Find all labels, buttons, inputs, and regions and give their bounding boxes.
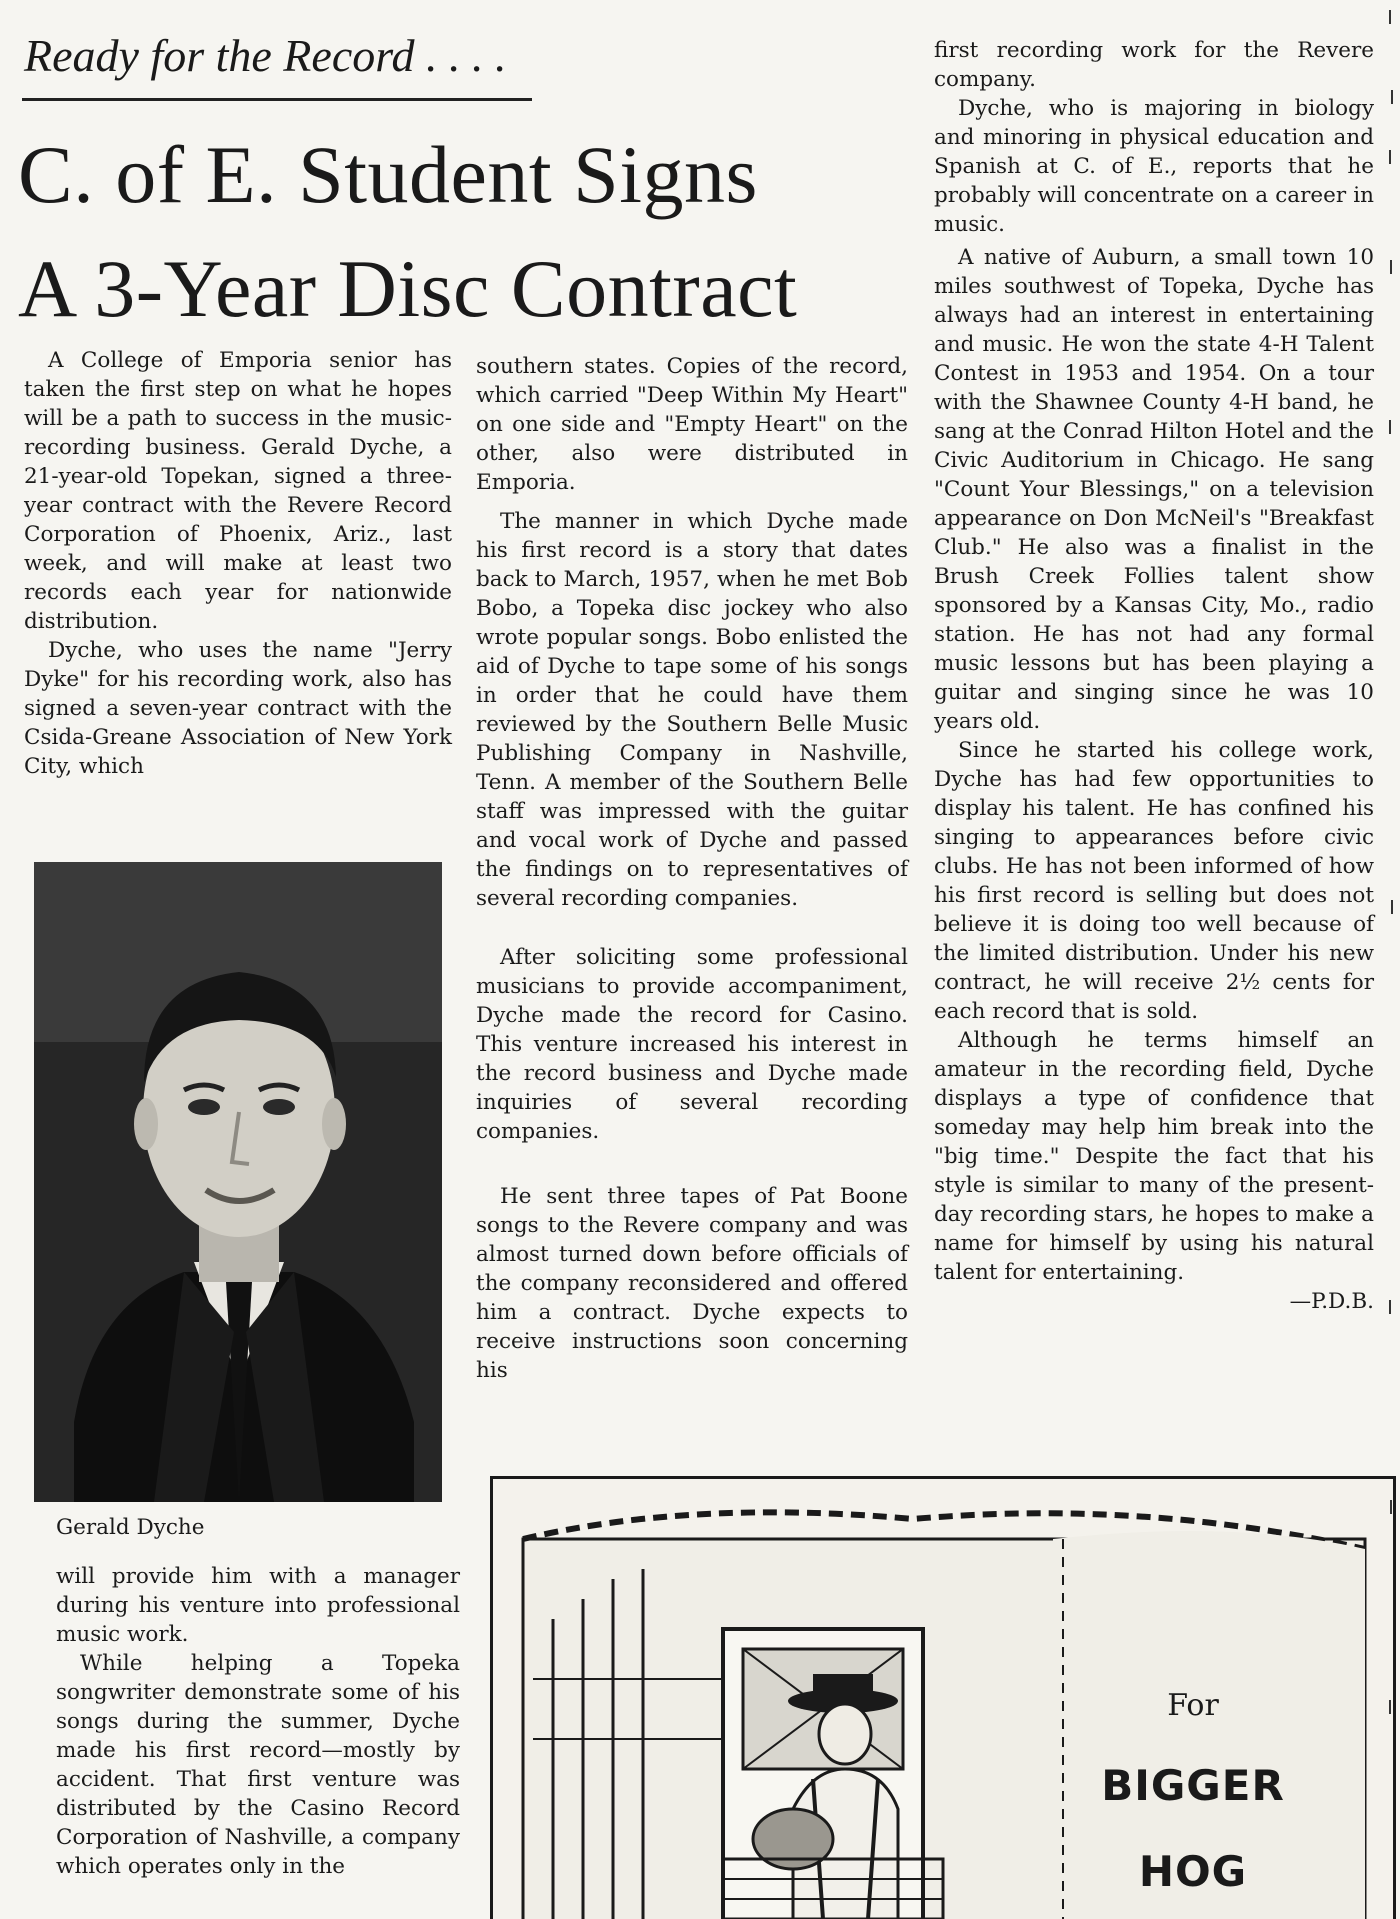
adjacent-column-edge — [1384, 0, 1400, 1901]
ad-text-bigger: BIGGER — [1101, 1761, 1285, 1810]
portrait-photo — [34, 862, 442, 1502]
paragraph: While helping a Topeka songwriter demonstrate some of his songs during the summer, Dyche made his first record—mostly by accident. That first venture was distributed by the Casino Record Corporation of Nashville, a company which operates only in the — [56, 1651, 460, 1879]
kicker-heading: Ready for the Record . . . . — [24, 30, 507, 81]
paragraph: The manner in which Dyche made his first record is a story that dates back to March, 1957, when he met Bob Bobo, a Topeka disc jockey who also wrote popular songs. Bobo enlisted the aid of Dyche to tape some of his songs in order that he could have them reviewed by the Southern Belle Music Publishing Company in Nashville, Tenn. A member of the Southern Belle staff was impressed with the guitar and vocal work of Dyche and passed the findings on to representatives of several recording companies. — [476, 509, 908, 911]
article-column-1 — [24, 346, 452, 781]
paragraph: first recording work for the Revere company. — [934, 38, 1374, 92]
headline-line-2: A 3-Year Disc Contract — [18, 243, 798, 334]
ad-text-for: For — [1167, 1688, 1219, 1723]
article-column-3 — [934, 36, 1374, 1316]
kicker-rule — [22, 98, 532, 101]
paragraph: Dyche, who uses the name "Jerry Dyke" for his recording work, also has signed a seven-year contract with the Csida-Greane Association of New York City, which — [24, 638, 452, 779]
article-column-2 — [476, 352, 908, 1385]
headline — [18, 118, 818, 346]
article-column-1-continued — [56, 1562, 460, 1881]
paragraph: He sent three tapes of Pat Boone songs to the Revere company and was almost turned down before officials of the company reconsidered and offered him a contract. Dyche expects to receive instructions soon concerning his — [476, 1184, 908, 1383]
paragraph: Dyche, who is majoring in biology and minoring in physical education and Spanish at C. of E., reports that he probably will concentrate on a career in music. — [934, 96, 1374, 237]
paragraph: A native of Auburn, a small town 10 miles southwest of Topeka, Dyche has always had an interest in entertaining and music. He won the state 4-H Talent Contest in 1953 and 1954. On a tour with the Shawnee County 4-H band, he sang at the Conrad Hilton Hotel and the Civic Auditorium in Chicago. He sang "Count Your Blessings," on a television appearance on Don McNeil's "Breakfast Club." He also was a finalist in the Brush Creek Follies talent show sponsored by a Kansas City, Mo., radio station. He has not had any formal music lessons but has been playing a guitar and singing since he was 10 years old. — [934, 245, 1374, 734]
paragraph: A College of Emporia senior has taken the first step on what he hopes will be a path to success in the music-recording business. Gerald Dyche, a 21-year-old Topekan, signed a three-year contract with the Revere Record Corporation of Phoenix, Ariz., last week, and will make at least two records each year for nationwide distribution. — [24, 348, 452, 634]
paragraph: Since he started his college work, Dyche has had few opportunities to display his talent. He has confined his singing to appearances before civic clubs. He has not been informed of how his first record is selling but does not believe it is doing too well because of the limited distribution. Under his new contract, he will receive 2½ cents for each record that is sold. — [934, 738, 1374, 1024]
paragraph: southern states. Copies of the record, which carried "Deep Within My Heart" on one side and "Empty Heart" on the other, also were distributed in Emporia. — [476, 354, 908, 495]
headline-line-1: C. of E. Student Signs — [18, 129, 758, 220]
paragraph: will provide him with a manager during his venture into professional music work. — [56, 1564, 460, 1647]
paragraph: Although he terms himself an amateur in the recording field, Dyche displays a type of confidence that someday may help him break into the "big time." Despite the fact that his style is similar to many of the present-day recording stars, he hopes to make a name for himself by using his natural talent for entertaining. — [934, 1028, 1374, 1285]
photo-caption: Gerald Dyche — [56, 1515, 205, 1540]
author-signature: —P.D.B. — [1289, 1289, 1374, 1314]
portrait-illustration — [34, 862, 442, 1502]
paragraph: After soliciting some professional musicians to provide accompaniment, Dyche made the record for Casino. This venture increased his interest in the record business and Dyche made inquiries of several recording companies. — [476, 945, 908, 1144]
ad-text-hog: HOG — [1138, 1847, 1248, 1896]
